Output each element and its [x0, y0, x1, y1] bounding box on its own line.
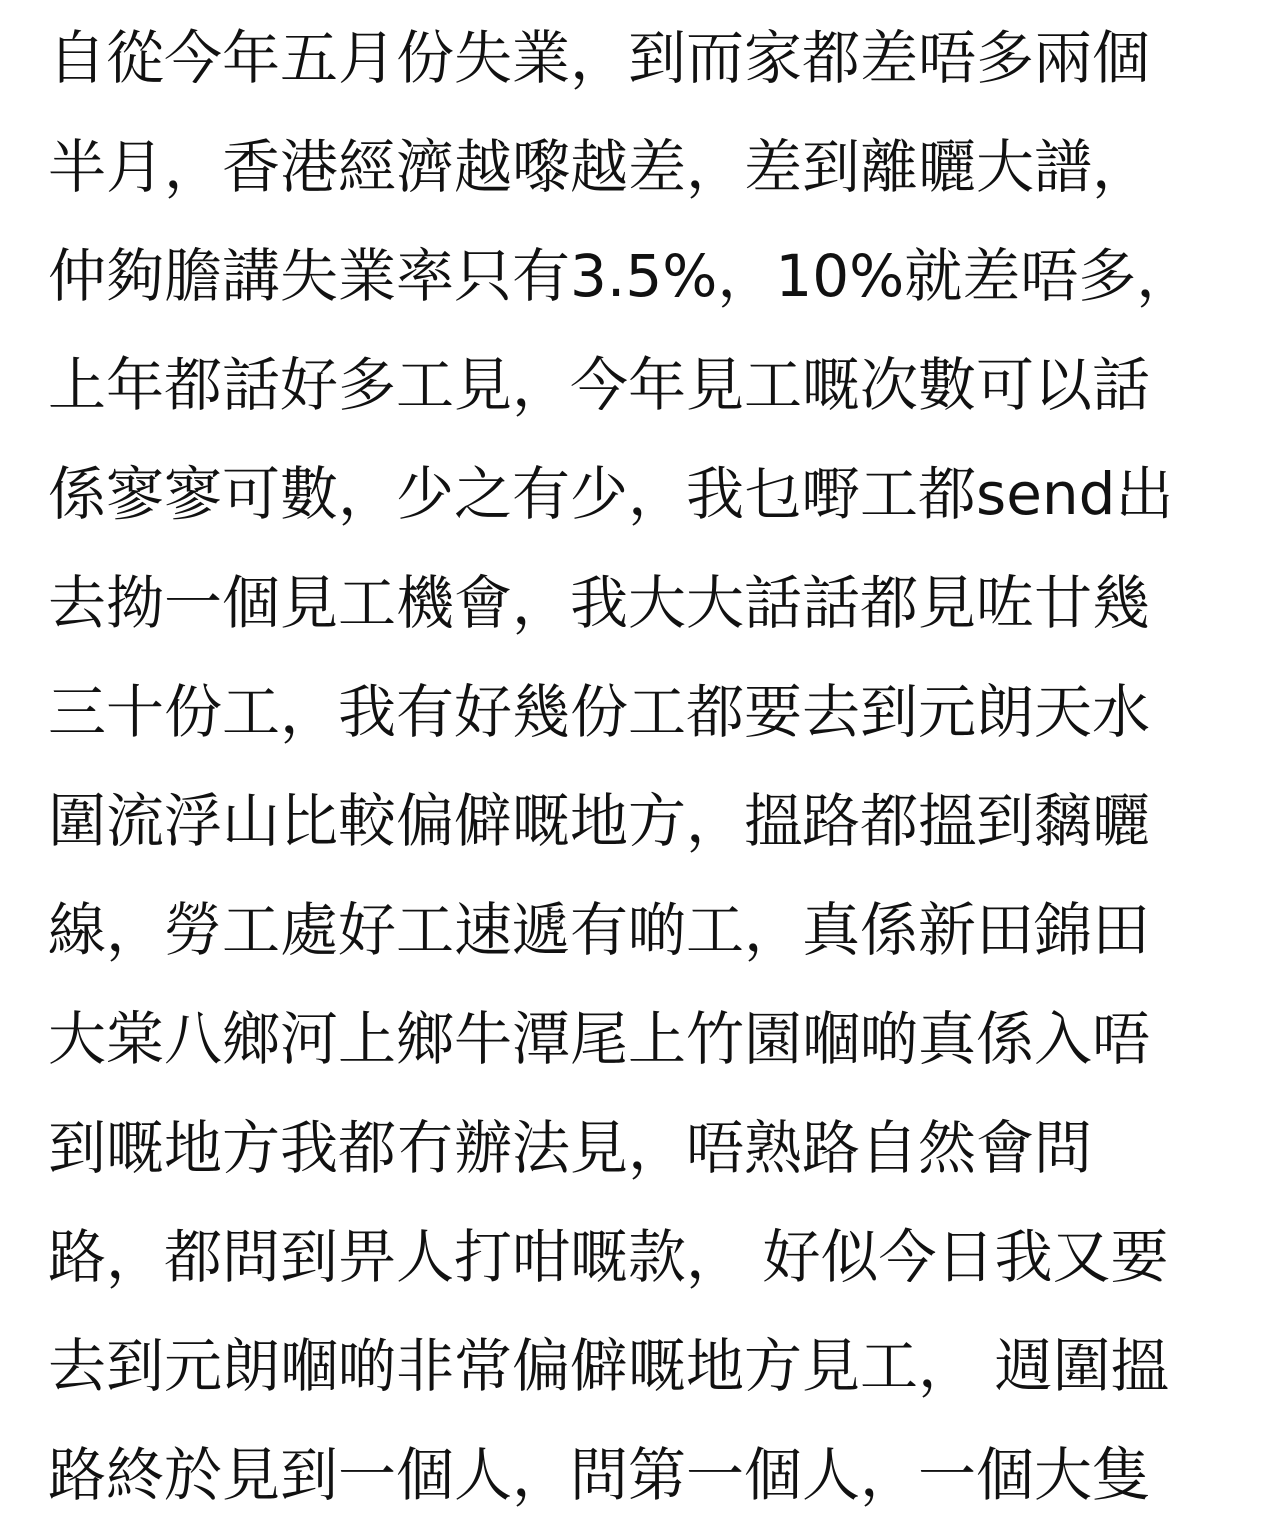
text-line: 去拗一個見工機會，我大大話話都見咗廿幾 — [48, 569, 1151, 637]
text-line: 圍流浮山比較偏僻嘅地方，搵路都搵到黐曬 — [48, 787, 1151, 855]
text-line: 去到元朗嗰啲非常偏僻嘅地方見工， 週圍搵 — [48, 1332, 1169, 1400]
text-line: 路終於見到一個人，問第一個人，一個大隻 — [48, 1441, 1151, 1509]
text-line: 上年都話好多工見，今年見工嘅次數可以話 — [48, 351, 1151, 419]
text-line: 仲夠膽講失業率只有3.5%，10%就差唔多， — [48, 242, 1195, 310]
text-line: 係寥寥可數，少之有少，我乜嘢工都send出 — [48, 460, 1174, 528]
text-line: 路，都問到畀人打咁嘅款， 好似今日我又要 — [48, 1223, 1169, 1291]
text-line: 三十份工，我有好幾份工都要去到元朗天水 — [48, 678, 1151, 746]
text-line: 線，勞工處好工速遞有啲工，真係新田錦田 — [48, 896, 1151, 964]
post-body — [48, 0, 1268, 1526]
text-line: 半月，香港經濟越嚟越差，差到離曬大譜， — [48, 133, 1151, 201]
text-line: 大棠八鄉河上鄉牛潭尾上竹園嗰啲真係入唔 — [48, 1005, 1151, 1073]
text-line: 自從今年五月份失業，到而家都差唔多兩個 — [48, 24, 1151, 92]
text-line: 到嘅地方我都冇辦法見，唔熟路自然會問 — [48, 1114, 1093, 1182]
